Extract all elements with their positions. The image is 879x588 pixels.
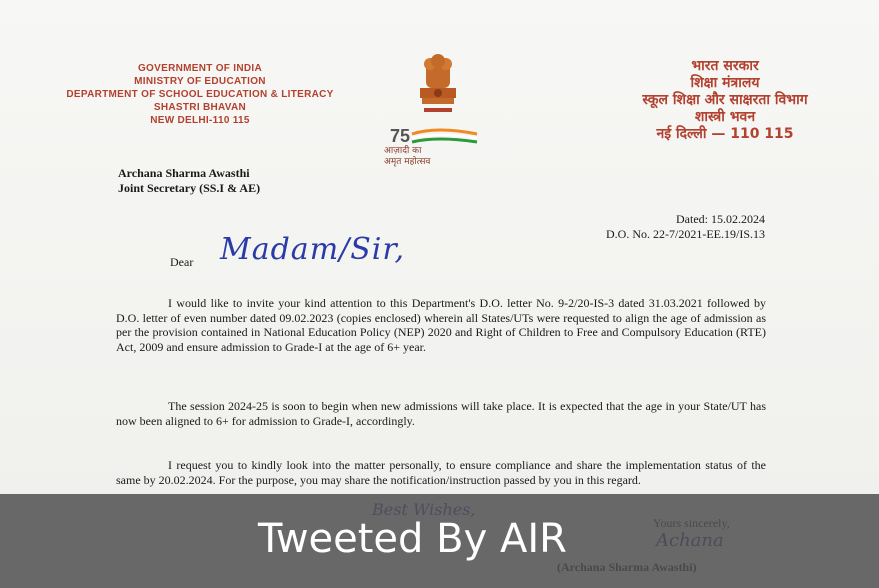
letterhead-hindi-line: नई दिल्ली — 110 115 — [656, 126, 794, 142]
signer-designation: Joint Secretary (SS.I & AE) — [118, 181, 261, 195]
letterhead-english — [20, 62, 380, 127]
letterhead-line: DEPARTMENT OF SCHOOL EDUCATION & LITERACY — [66, 89, 334, 100]
azadi-line-1: आज़ादी का — [384, 146, 422, 156]
national-emblem-icon — [398, 52, 478, 122]
body-paragraph-1: I would like to invite your kind attention to this Department's D.O. letter No. 9-2/20-IS-3 dated 31.03.2021 followed by D.O. letter of even number dated 09.02.2023 (copies enclosed) wherein all States/UTs were requested to align the age of admission as per the provision contained in National Education Policy (NEP) 2020 and Right of Children to Free and Compulsory Education (RTE) Act, 2009 and ensure admission to Grade-I at the age of 6+ year. — [116, 296, 766, 354]
greeting-dear: Dear — [170, 255, 194, 269]
letterhead-hindi-line: शिक्षा मंत्रालय — [690, 75, 760, 91]
body-paragraph-2: The session 2024-25 is soon to begin when new admissions will take place. It is expected that the age in your State/UT has now been aligned to 6+ for admission to Grade-I, accordingly. — [116, 399, 766, 428]
letterhead-line: NEW DELHI-110 115 — [150, 115, 250, 126]
letterhead-line: GOVERNMENT OF INDIA — [137, 63, 263, 74]
azadi-line-2: अमृत महोत्सव — [384, 157, 431, 167]
do-number: D.O. No. 22-7/2021-EE.19/IS.13 — [606, 227, 765, 241]
body-paragraph-3: I request you to kindly look into the matter personally, to ensure compliance and share the implementation status of the same by 20.02.2024. For the purpose, you may share the notification/instruction passed by you in this regard. — [116, 458, 766, 487]
handwritten-salutation: Madam/Sir, — [220, 232, 405, 267]
letterhead-hindi-line: भारत सरकार — [691, 58, 759, 74]
letter-date: Dated: 15.02.2024 — [676, 212, 765, 226]
letterhead-line: SHASTRI BHAVAN — [153, 102, 247, 113]
reference-block — [606, 212, 765, 242]
caption-text: Tweeted By AIR — [258, 516, 567, 562]
letterhead-hindi — [575, 58, 875, 143]
letterhead-hindi-line: स्कूल शिक्षा और साक्षरता विभाग — [642, 92, 808, 108]
signer-block — [118, 166, 260, 196]
letterhead-line: MINISTRY OF EDUCATION — [134, 76, 266, 87]
letterhead-hindi-line: शास्त्री भवन — [694, 109, 756, 125]
azadi-number: 75 — [390, 126, 411, 146]
azadi-text — [384, 146, 504, 168]
signer-name: Archana Sharma Awasthi — [118, 166, 250, 180]
